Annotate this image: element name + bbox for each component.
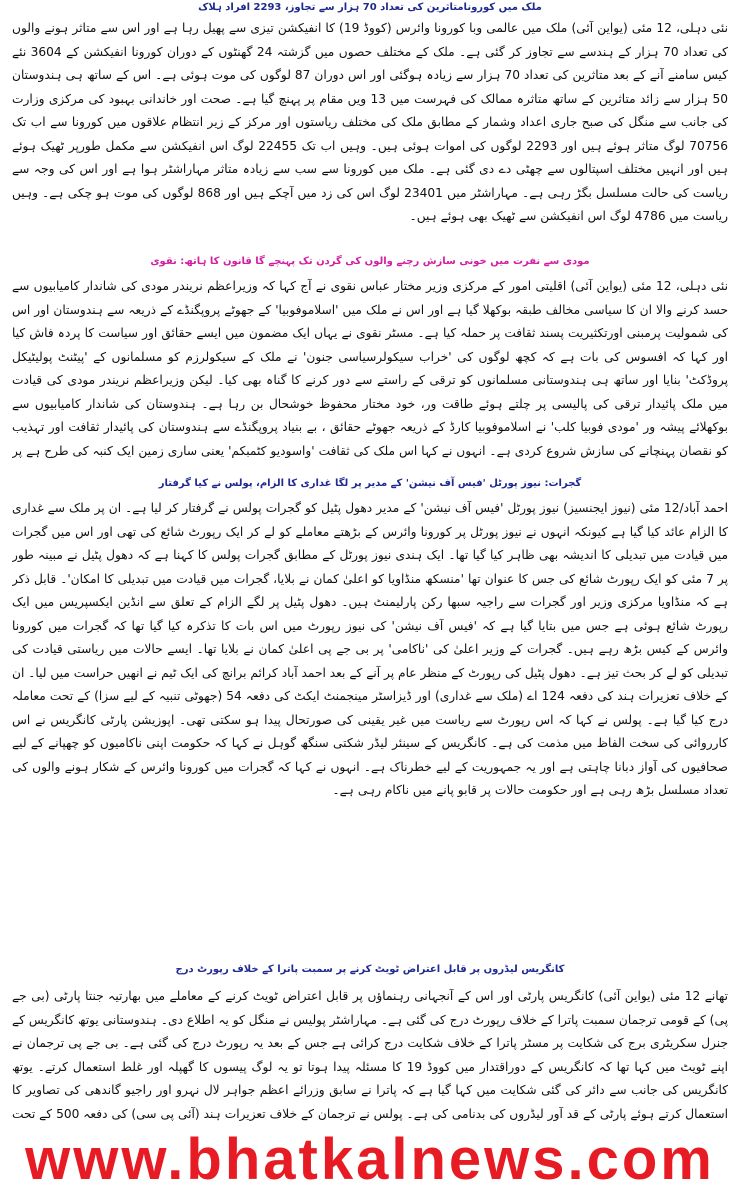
website-footer[interactable]: www.bhatkalnews.com bbox=[25, 1127, 715, 1192]
article-body-coronavirus bbox=[12, 17, 728, 229]
article-body-sambit-patra bbox=[12, 985, 728, 1127]
article-text: نئی دہلی، 12 مئی (یواین آئی) ملک میں عالمی وبا کورونا وائرس (کووڈ 19) کا انفیکشن تیزی سے پھیل رہا ہے اور اس سے متاثر ہونے والوں کی تعداد 70 ہزار کے ہندسے سے تجاوز کر گئی ہے۔ ملک کے مختلف حصوں میں گزشتہ 24 گھنٹوں کے دوران کورونا انفیکشن کے 3604 نئے کیس سامنے آنے کے بعد متاثرین کی تعداد 70 ہزار سے زیادہ ہوگئی اور اس دوران 87 لوگوں کی موت ہوئی ہے۔ اس کے ساتھ ہی ہندوستان 50 ہزار سے زائد متاثرین کے ساتھ متاثرہ ممالک کی فہرست میں 13 ویں مقام پر پہنچ گیا ہے۔ صحت اور خاندانی بہبود کی مرکزی وزارت کی جانب سے منگل کی صبح جاری اعداد وشمار کے مطابق ملک کی مختلف ریاستوں اور مرکز کے زیر انتظام علاقوں میں کورونا سے اب تک 70756 لوگ متاثر ہوئے ہیں اور 2293 لوگوں کی اموات ہوئی ہیں۔ وہیں اب تک 22455 لوگ اس انفیکشن سے مکمل طورپر ٹھیک ہوئے ہیں اور انہیں مختلف اسپتالوں سے چھٹی دے دی گئی ہے۔ ملک میں کورونا سے سب سے زیادہ متاثر مہاراشٹر ہوا ہے اور اس کی وجہ سے ریاست کی حالت مسلسل بگڑ رہی ہے۔ مہاراشٹر میں 23401 لوگ اس کی زد میں آچکے ہیں اور 868 لوگوں کی موت ہو چکی ہے۔ وہیں ریاست میں 4786 لوگ اس انفیکشن سے ٹھیک بھی ہوئے ہیں۔ bbox=[12, 21, 728, 223]
article-body-gujarat bbox=[12, 497, 728, 967]
headline-sambit-patra: کانگریس لیڈروں پر قابل اعتراض ٹویٹ کرنے پر سمبت پاترا کے خلاف رپورٹ درج bbox=[175, 964, 565, 975]
headline-naqvi: مودی سے نفرت میں خونی سازش رچنے والوں کی گردن تک پہنچے گا قانون کا ہاتھ: نقوی bbox=[150, 256, 590, 267]
article-gujarat bbox=[0, 478, 740, 967]
headline-coronavirus: ملک میں کورونامتاثرین کی تعداد 70 ہزار سے تجاوز، 2293 افراد ہلاک bbox=[198, 2, 542, 13]
article-coronavirus bbox=[0, 2, 740, 229]
article-text: احمد آباد/12 مئی (نیوز ایجنسیز) نیوز پورٹل 'فیس آف نیشن' کے مدیر دھول پٹیل کو گجرات پولس نے گرفتار کر لیا ہے۔ ان پر ملک سے غداری کا الزام عائد کیا گیا ہے کیونکہ انہوں نے نیوز پورٹل پر کورونا وائرس کے بڑھتے معاملے کو لے کر ایک رپورٹ شائع کی تھی اور اس میں گجرات میں قیادت میں تبدیلی کا اندیشہ بھی ظاہر کیا گیا تھا۔ ایک ہندی نیوز پورٹل کے مطابق گجرات پولس کا کہنا ہے کہ دھول پٹیل نے مبینہ طور پر 7 مئی کو ایک رپورٹ شائع کی جس کا عنوان تھا 'منسکھ منڈاویا کو اعلیٰ کمان نے بلایا، گجرات میں قیادت میں تبدیلی کا امکان'۔ قابل ذکر ہے کہ منڈاویا مرکزی وزیر اور گجرات سے راجیہ سبھا رکن پارلیمنٹ ہیں۔ دھول پٹیل پر لگے الزام کے تعلق سے انڈین ایکسپریس میں ایک رپورٹ شائع ہوئی ہے جس میں بتایا گیا ہے کہ 'فیس آف نیشن' کی نیوز رپورٹ میں اس بات کا تذکرہ کیا گیا تھا کہ گجرات میں کورونا وائرس کے کیس بڑھ رہے ہیں۔ گجرات کے وزیر اعلیٰ کی 'ناکامی' پر بی جے پی اعلیٰ کمان نے بلایا تھا۔ ایسے حالات میں ریاستی قیادت کی تبدیلی کو لے کر بحث تیز ہے۔ دھول پٹیل کی رپورٹ کے منظر عام پر آنے کے بعد احمد آباد کرائم برانچ کی ایک ٹیم نے انھیں حراست میں لیا۔ ان کے خلاف تعزیرات ہند کی دفعہ 124 اے (ملک سے غداری) اور ڈیزاسٹر مینجمنٹ ایکٹ کی دفعہ 54 (جھوٹی تنبیہ کے لیے سزا) کے تحت معاملہ درج کیا گیا ہے۔ پولس نے کہا کہ اس رپورٹ سے ریاست میں غیر یقینی کی صورتحال پیدا ہو سکتی تھی۔ اپوزیشن پارٹی کانگریس نے اس کارروائی کی سخت الفاظ میں مذمت کی ہے۔ کانگریس کے سینئر لیڈر شکتی سنگھ گوہل نے کہا کہ حکومت اپنی ناکامیوں کو چھپانے کے لیے صحافیوں کی آواز دبانا چاہتی ہے اور یہ جمہوریت کے لیے خطرناک ہے۔ انہوں نے کہا کہ گجرات میں کورونا وائرس کے شکار ہونے والوں کی تعداد مسلسل بڑھ رہی ہے اور حکومت حالات پر قابو پانے میں ناکام رہی ہے۔ bbox=[12, 501, 728, 797]
article-text: تھانے 12 مئی (یواین آئی) کانگریس پارٹی اور اس کے آنجہانی رہنماؤں پر قابل اعتراض ٹویٹ کرنے کے معاملے میں بھارتیہ جنتا پارٹی (بی جے پی) کے قومی ترجمان سمبت پاترا کے خلاف رپورٹ درج کی گئی ہے۔ مہاراشٹر پولیس نے منگل کو یہ اطلاع دی۔ ہندوستانی یوتھ کانگریس کے جنرل سکریٹری برج کی شکایت پر مسٹر پاترا کے خلاف شکایت درج کرائی ہے جس کے بعد یہ رپورٹ درج کی گئی ہے۔ بی جے پی ترجمان نے اپنے ٹویٹ میں کہا تھا کہ کانگریس کے دوراقتدار میں کووڈ 19 کا مسئلہ پیدا ہوتا تو یہ لوگ پیسوں کا گھپلہ اور غلط استعمال کرتے۔ یوتھ کانگریس کی جانب سے دائر کی گئی شکایت میں کہا گیا ہے کہ پاترا نے سابق وزرائے اعظم جواہر لال نہرو اور راجیو گاندھی کی تصاویر کا استعمال کرتے ہوئے پارٹی کے قد آور لیڈروں کی بدنامی کی ہے۔ پولس نے ترجمان کے خلاف تعزیرات ہند (آئی پی سی) کی دفعہ 500 کے تحت bbox=[12, 989, 728, 1121]
headline-gujarat: گجرات: نیوز پورٹل 'فیس آف نیشن' کے مدیر پر لگا غداری کا الزام، پولس نے کیا گرفتار bbox=[158, 478, 582, 489]
article-naqvi bbox=[0, 256, 740, 463]
article-sambit-patra bbox=[0, 964, 740, 1127]
article-text: نئی دہلی، 12 مئی (یواین آئی) اقلیتی امور کے مرکزی وزیر مختار عباس نقوی نے آج کہا کہ وزیراعظم نریندر مودی کی شاندار کامیابیوں سے حسد کرنے والا ان کا سیاسی مخالف طبقہ بوکھلا گیا ہے اور اس نے ملک میں 'اسلاموفوبیا' کے جھوٹے پروپگنڈے کے ذریعہ سے ہندوستان اور اس کی شمولیت پرمبنی اورتکثیریت پسند ثقافت پر حملہ کیا ہے۔ مسٹر نقوی نے یہاں ایک مضمون میں ایسے حقائق اور سیاست کا پردہ فاش کیا اور کہا کہ افسوس کی بات ہے کہ کچھ لوگوں کی 'خراب سیکولرسیاسی جنون' نے ملک کے سیکولرزم کو مسلمانوں کے 'پیٹنٹ پولیٹیکل پروڈکٹ' بنایا اور ساتھ ہی ہندوستانی مسلمانوں کو ترقی کے راستے سے دور کرنے کا گناہ بھی کیا۔ لیکن وزیراعظم نریندر مودی کی قیادت میں ملک پائیدار ترقی کی پالیسی پر چلتے ہوئے طاقت ور، خود مختار محفوظ خوشحال بن رہا ہے۔ ہندوستان کی شاندار کامیابیوں سے بوکھلائے پیشہ ور 'مودی فوبیا کلب' نے اسلاموفوبیا کارڈ کے ذریعہ جھوٹے حقائق ، بے بنیاد پروپگنڈے سے ہندوستان کی پائیدار ثقافت اور تہذیب کو نقصان پہنچانے کی سازش شروع کردی ہے۔ انہوں نے کہا اس ملک کی ثقافت 'واسودیو کٹمبکم' یعنی ساری زمین ایک کنبہ کی طرح ہے پر bbox=[12, 279, 728, 458]
article-body-naqvi bbox=[12, 275, 728, 463]
